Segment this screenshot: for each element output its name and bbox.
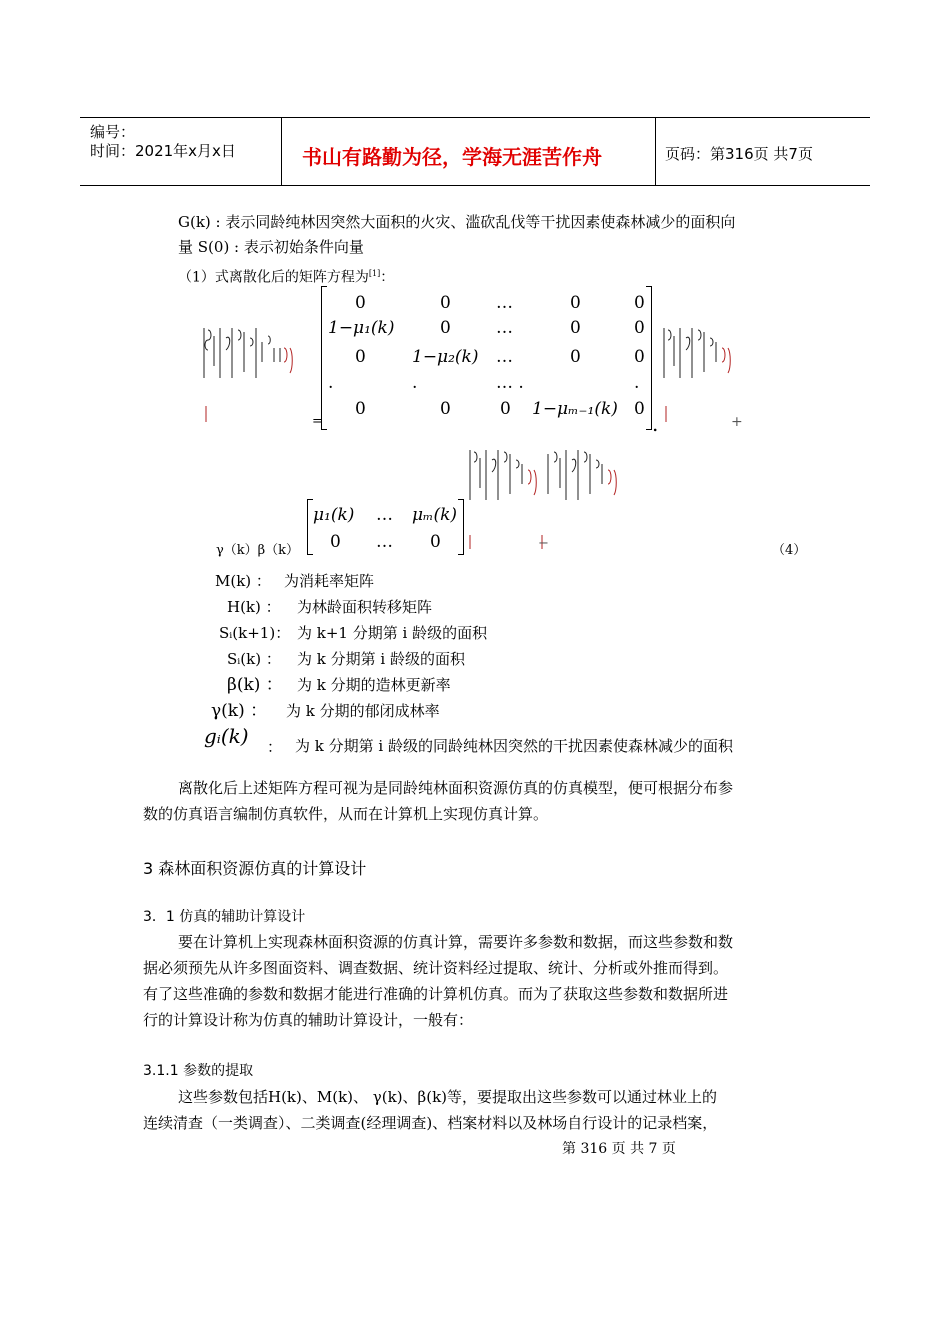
def-desc-H: 为林龄面积转移矩阵 bbox=[297, 598, 433, 616]
plus-sign: + bbox=[731, 414, 743, 430]
row-matrix-mum: μₘ(k) bbox=[412, 505, 458, 525]
matrix-r4-c1: . bbox=[328, 373, 334, 393]
header-motto: 书山有路勤为径，学海无涯苦作舟 bbox=[302, 145, 602, 169]
def-term-Sk1: Sᵢ(k+1)： bbox=[219, 624, 291, 642]
para2-line-1: 要在计算机上实现森林面积资源的仿真计算，需要许多参数和数据，而这些参数和数 bbox=[178, 933, 734, 951]
matrix-r3-c5: 0 bbox=[634, 347, 645, 367]
def-desc-g: 为 k 分期第 i 龄级的同龄纯林因突然的干扰因素使森林减少的面积 bbox=[295, 737, 733, 755]
matrix-r5-c5: 0 bbox=[634, 399, 645, 419]
minus-sign: − bbox=[538, 536, 549, 551]
equation-number: （4） bbox=[772, 543, 807, 558]
row-matrix-zero-2: 0 bbox=[430, 532, 441, 552]
para2-line-2: 据必须预先从许多图面资料、调查数据、统计资料经过提取、统计、分析或外推而得到。 bbox=[143, 959, 729, 977]
matrix-r5-c3: 0 bbox=[500, 399, 511, 419]
para3-line-2: 连续清查（一类调查）、二类调查(经理调查)、档案材料以及林场自行设计的记录档案， bbox=[143, 1114, 718, 1132]
para2-line-3: 有了这些准确的参数和数据才能进行准确的计算机仿真。而为了获取这些参数和数据所进 bbox=[143, 985, 729, 1003]
matrix-r2-c2: 0 bbox=[440, 318, 451, 338]
matrix-r1-c3: … bbox=[496, 293, 513, 313]
para1-line-2: 数的仿真语言编制仿真软件，从而在计算机上实现仿真计算。 bbox=[143, 805, 549, 823]
header-divider-2 bbox=[655, 117, 656, 186]
def-term-M: M(k) ： bbox=[215, 572, 271, 590]
para3-line-1: 这些参数包括H(k)、M(k)、 γ(k)、β(k)等，要提取出这些参数可以通过林业上的 bbox=[178, 1088, 718, 1106]
para1-line-1: 离散化后上述矩阵方程可视为是同龄纯林面积资源仿真的仿真模型，便可根据分布参 bbox=[178, 779, 734, 797]
para2-line-4: 行的计算设计称为仿真的辅助计算设计，一般有： bbox=[143, 1011, 474, 1029]
matrix-r1-c1: 0 bbox=[355, 293, 366, 313]
broken-formula-object-right bbox=[660, 318, 740, 428]
broken-formula-object-left bbox=[200, 318, 300, 428]
intro-line-2: 量 S(0) : 表示初始条件向量 bbox=[178, 238, 364, 256]
matrix-r3-c2: 1−μ₂(k) bbox=[412, 347, 479, 367]
section-3-heading: 3 森林面积资源仿真的计算设计 bbox=[143, 859, 367, 878]
def-desc-gamma: 为 k 分期的郁闭成林率 bbox=[286, 702, 440, 720]
def-term-beta: β(k) ： bbox=[227, 675, 283, 695]
row-matrix-mu1: μ₁(k) bbox=[313, 505, 355, 525]
matrix-r1-c2: 0 bbox=[440, 293, 451, 313]
page-header bbox=[80, 117, 870, 186]
matrix-r1-c5: 0 bbox=[634, 293, 645, 313]
matrix-r3-c1: 0 bbox=[355, 347, 366, 367]
matrix-r4-c2: . bbox=[412, 373, 418, 393]
def-desc-Sk1: 为 k+1 分期第 i 龄级的面积 bbox=[297, 624, 488, 642]
intro-line-1: G(k) : 表示同龄纯林因突然大面积的火灾、滥砍乱伐等干扰因素使森林减少的面积向 bbox=[178, 213, 736, 231]
def-desc-M: 为消耗率矩阵 bbox=[284, 572, 375, 590]
header-time-label: 时间：2021年x月x日 bbox=[90, 142, 236, 160]
header-number-label: 编号： bbox=[90, 123, 136, 141]
def-desc-Sk: 为 k 分期第 i 龄级的面积 bbox=[297, 650, 465, 668]
def-term-gamma: γ(k) ： bbox=[211, 701, 268, 721]
matrix-r3-c4: 0 bbox=[570, 347, 581, 367]
def-desc-beta: 为 k 分期的造林更新率 bbox=[297, 676, 451, 694]
header-top-rule bbox=[80, 117, 870, 118]
header-page-label: 页码：第316页 共7页 bbox=[665, 145, 813, 163]
matrix-r5-c1: 0 bbox=[355, 399, 366, 419]
row-matrix-dots-top: … bbox=[376, 505, 393, 525]
row-matrix-right-bracket bbox=[458, 499, 464, 555]
row-matrix-dots-bottom: … bbox=[376, 532, 393, 552]
gamma-beta-label: γ（k）β（k） bbox=[216, 543, 300, 558]
def-term-H: H(k) ： bbox=[227, 598, 281, 616]
multiply-dot: . bbox=[652, 412, 659, 436]
def-colon-g: ： bbox=[267, 738, 283, 756]
matrix-r4-c5: . bbox=[634, 373, 640, 393]
header-divider-1 bbox=[281, 117, 282, 186]
matrix-r5-c4: 1−μₘ₋₁(k) bbox=[532, 399, 618, 419]
intro-line-3: （1）式离散化后的矩阵方程为[1]： bbox=[178, 269, 395, 286]
matrix-r2-c4: 0 bbox=[570, 318, 581, 338]
equals-sign: = bbox=[312, 414, 323, 429]
def-term-Sk: Sᵢ(k) ： bbox=[227, 650, 281, 668]
matrix-r1-c4: 0 bbox=[570, 293, 581, 313]
matrix-right-bracket bbox=[646, 286, 652, 430]
matrix-left-bracket bbox=[321, 286, 327, 430]
matrix-r4-c3: … . bbox=[496, 373, 524, 393]
section-3-1-heading: 3．1 仿真的辅助计算设计 bbox=[143, 909, 306, 925]
matrix-r5-c2: 0 bbox=[440, 399, 451, 419]
matrix-r3-c3: … bbox=[496, 347, 513, 367]
matrix-r2-c3: … bbox=[496, 318, 513, 338]
matrix-r2-c1: 1−μ₁(k) bbox=[328, 318, 395, 338]
header-bottom-rule bbox=[80, 185, 870, 186]
def-term-g: gᵢ(k) bbox=[204, 724, 249, 748]
page-footer: 第 316 页 共 7 页 bbox=[562, 1141, 676, 1157]
matrix-r2-c5: 0 bbox=[634, 318, 645, 338]
broken-formula-object-top bbox=[466, 440, 626, 550]
section-3-1-1-heading: 3.1.1 参数的提取 bbox=[143, 1063, 254, 1079]
row-matrix-zero-1: 0 bbox=[330, 532, 341, 552]
